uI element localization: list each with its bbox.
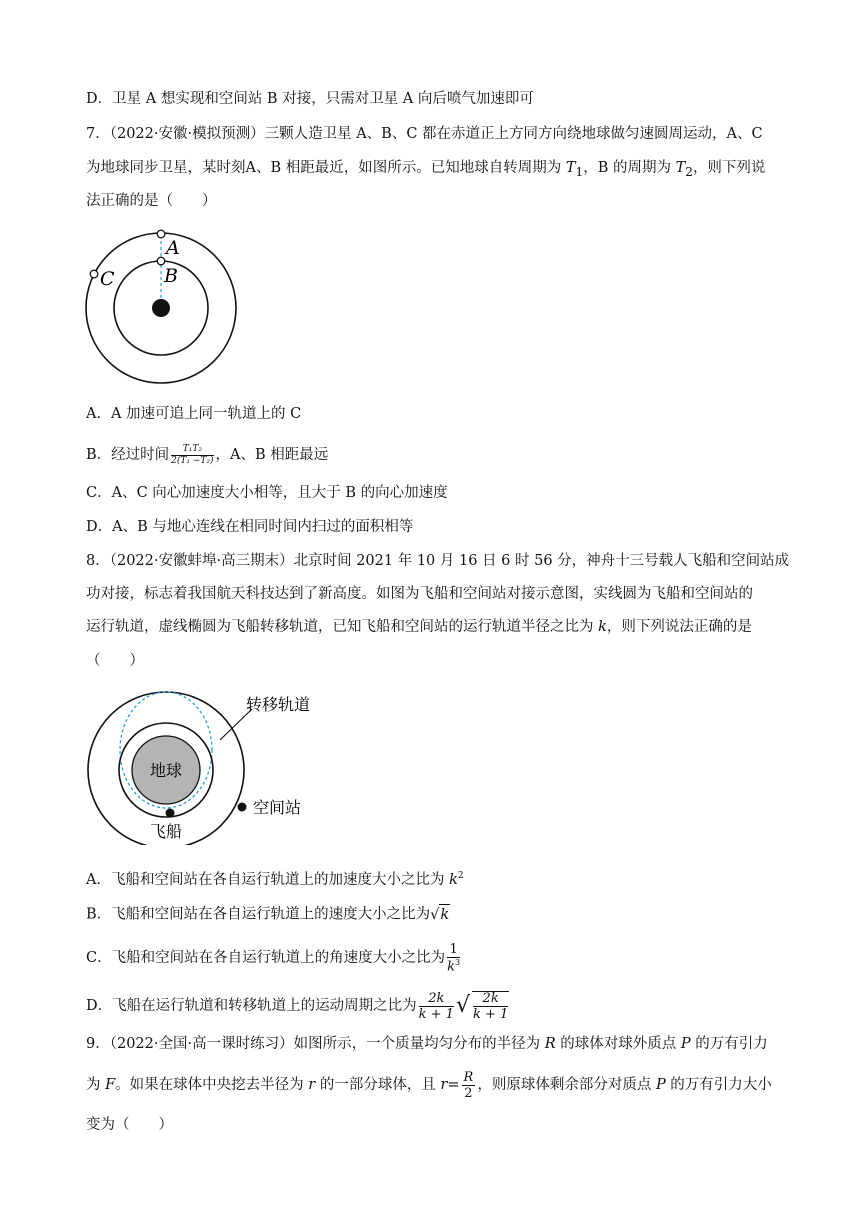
q7-option-c: C．A、C 向心加速度大小相等，且大于 B 的向心加速度 [86, 485, 448, 501]
q8-stem-line3: 运行轨道，虚线椭圆为飞船转移轨道，已知飞船和空间站的运行轨道半径之比为 k，则下列说法正确的是 [86, 619, 752, 635]
satellite-c [90, 270, 98, 278]
station-label: 空间站 [253, 798, 302, 817]
q8-stem-line1: 8．（2022·安徽蚌埠·高三期末）北京时间 2021 年 10 月 16 日 6 时 56 分，神舟十三号载人飞船和空间站成 [86, 553, 790, 569]
label-b: B [164, 265, 178, 287]
q8-option-b: B．飞船和空间站在各自运行轨道上的速度大小之比为√k [86, 904, 450, 925]
q9-stem-line3: 变为（ ） [86, 1117, 173, 1133]
q8-option-d-sqrt: √ $\frac{2k}{k + 1}$ [455, 991, 509, 1022]
satellite-a [157, 230, 165, 238]
q8-option-c-fraction: $\frac{1}{k^3}$ [447, 941, 461, 975]
ship-label: 飞船 [150, 822, 183, 841]
q7-option-b-fraction: $\frac{\text{T₁T₂}}{\text{2(T₁ −T₂)}}$ [171, 443, 214, 466]
q9-r-fraction: $\frac{R}{2}$ [463, 1069, 474, 1101]
q6-option-d: D．卫星 A 想实现和空间站 B 对接，只需对卫星 A 向后喷气加速即可 [86, 91, 534, 107]
q9-stem-line1: 9．（2022·全国·高一课时练习）如图所示，一个质量均匀分布的半径为 R 的球体对球外质点 P 的万有引力 [86, 1036, 768, 1052]
q8-option-c: C．飞船和空间站在各自运行轨道上的角速度大小之比为 $\frac{1}{k^3}$ [86, 941, 461, 975]
q7-option-b: B．经过时间 $\frac{\text{T₁T₂}}{\text{2(T₁ −T₂)}}$ ，A、B 相距最远 [86, 443, 329, 466]
q8-option-d-fraction: $\frac{2k}{k + 1}$ [418, 990, 454, 1022]
q7-stem-line3: 法正确的是（ ） [86, 193, 217, 209]
q7-orbit-figure [82, 226, 242, 388]
q8-option-a: A．飞船和空间站在各自运行轨道上的加速度大小之比为 $k^2$ [86, 871, 464, 888]
q7-stem-line1: 7．（2022·安徽·模拟预测）三颗人造卫星 A、B、C 都在赤道正上方同方向绕地球做匀速圆周运动，A、C [86, 126, 763, 142]
q8-option-b-sqrt: √k [430, 904, 450, 925]
q8-option-d: D．飞船在运行轨道和转移轨道上的运动周期之比为 $\frac{2k}{k + 1}$ √ $\frac{2k}{k + 1}$ [86, 986, 511, 1026]
q8-stem-line4: （ ） [86, 653, 144, 669]
q7-option-a: A．A 加速可追上同一轨道上的 C [86, 406, 302, 422]
label-c: C [100, 268, 115, 290]
q9-stem-line2: 为 F。如果在球体中央挖去半径为 r 的一部分球体，且 r= $\frac{R}{2}$ ，则原球体剩余部分对质点 P 的万有引力大小 [86, 1069, 772, 1101]
q7-stem-line2: 为地球同步卫星，某时刻A、B 相距最近，如图所示。已知地球自转周期为 $T_1$，B 的周期为 $T_2$，则下列说 [86, 160, 766, 179]
q7-option-d: D．A、B 与地心连线在相同时间内扫过的面积相等 [86, 519, 414, 535]
transfer-label: 转移轨道 [246, 695, 311, 714]
earth-label: 地球 [149, 761, 183, 780]
ship-dot [166, 809, 175, 818]
q8-stem-line2: 功对接，标志着我国航天科技达到了新高度。如图为飞船和空间站对接示意图，实线圆为飞船和空间站的 [86, 586, 753, 602]
label-a: A [166, 237, 180, 259]
earth-dot [152, 299, 170, 317]
q8-docking-figure [80, 680, 340, 845]
satellite-b [157, 257, 165, 265]
station-dot [238, 803, 247, 812]
